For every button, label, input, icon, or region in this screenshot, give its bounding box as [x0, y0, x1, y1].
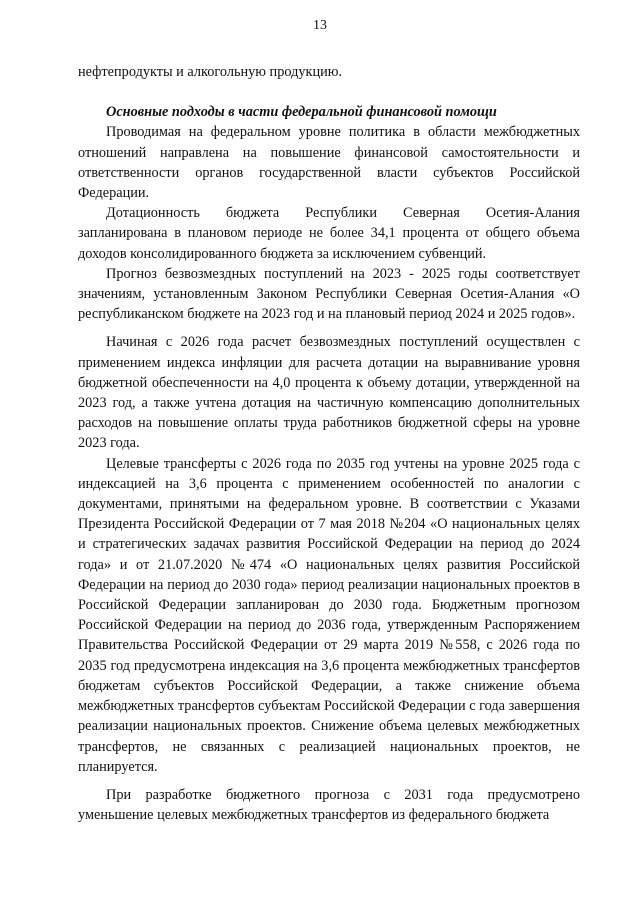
section-heading: Основные подходы в части федеральной финансовой помощи [106, 104, 497, 121]
intro-line: нефтепродукты и алкогольную продукцию. [78, 64, 343, 80]
document-body [78, 62, 580, 825]
page-number: 13 [313, 18, 327, 33]
paragraph-from-2031: При разработке бюджетного прогноза с 2031 года предусмотрено уменьшение целевых межбюджетных трансфертов из федерального бюджета [78, 786, 580, 824]
paragraph-from-2026: Начиная с 2026 года расчет безвозмездных поступлений осуществлен с применением индекса инфляции для расчета дотации на выравнивание уровня бюджетной обеспеченности на 4,0 процента к объему дотации, утвержденной на 2023 год, а также учтена дотация на частичную компенсацию дополнительных расходов на повышение оплаты труда работников бюджетной сферы на уровне 2023 года. [78, 334, 580, 452]
paragraph-subsidy-dependency: Дотационность бюджета Республики Северная Осетия-Алания запланирована в плановом периоде не более 34,1 процента от общего объема доходов консолидированного бюджета за исключением субвенций. [78, 205, 580, 262]
paragraph-target-transfers: Целевые трансферты с 2026 года по 2035 год учтены на уровне 2025 года с индексацией на 3,6 процента с применением особенностей по аналогии с документами, принятыми на федеральном уровне. В соответствии с Указами Президента Российской Федерации от 7 мая 2018 №204 «О национальных целях и стратегических задачах развития Российской Федерации на период до 2024 года» и от 21.07.2020 №474 «О национальных целях развития Российской Федерации на период до 2030 года» период реализации национальных проектов в Российской Федерации запланирован до 2030 года. Бюджетным прогнозом Российской Федерации на период до 2036 года, утвержденным Распоряжением Правительства Российской Федерации от 29 марта 2019 №558, с 2026 года по 2035 год предусмотрена индексация на 3,6 процента межбюджетных трансфертов бюджетам субъектов Российской Федерации, а также снижение объема межбюджетных трансфертов субъектам Российской Федерации с года завершения реализации национальных проектов. Снижение объема целевых межбюджетных трансфертов, не связанных с реализацией национальных проектов, не планируется. [78, 455, 580, 775]
paragraph-forecast-2023-2025: Прогноз безвозмездных поступлений на 2023 - 2025 годы соответствует значениям, установленным Законом Республики Северная Осетия-Алания «О республиканском бюджете на 2023 год и на плановый период 2024 и 2025 годов». [78, 265, 580, 323]
paragraph-intergovernmental-policy: Проводимая на федеральном уровне политика в области межбюджетных отношений направлена на повышение финансовой самостоятельности и ответственности органов государственной власти субъектов Российской Федерации. [78, 124, 580, 202]
